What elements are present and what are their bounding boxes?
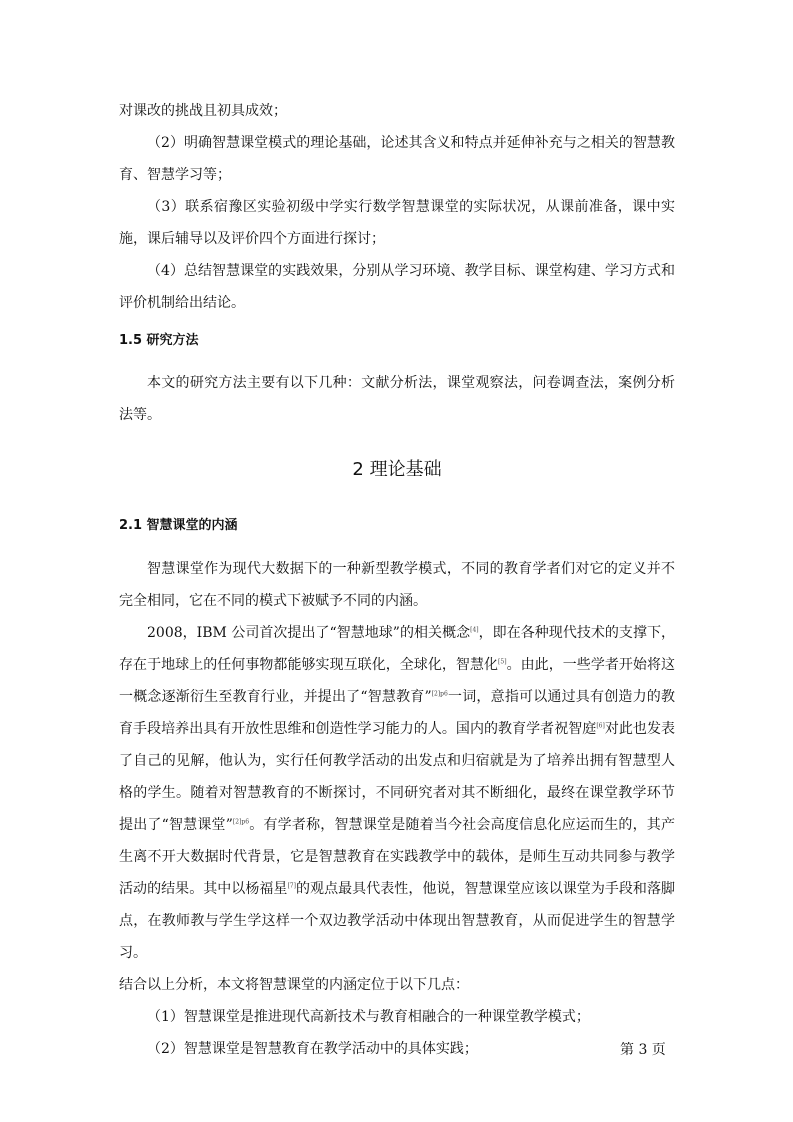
paragraph-continuation: 对课改的挑战且初具成效；: [119, 103, 287, 119]
section-2-1-body: [119, 553, 675, 1065]
text-block-top: [119, 95, 675, 319]
citation-ref: [7]: [287, 882, 296, 890]
page-number: 第 3 页: [620, 1042, 666, 1058]
chapter-heading-2: 2 理论基础: [352, 459, 442, 480]
citation-ref: [6]: [596, 722, 605, 730]
citation-ref: [4]: [470, 626, 479, 634]
list-item-2: （2）明确智慧课堂模式的理论基础，论述其含义和特点并延伸补充与之相关的智慧教育、智慧学习等；: [119, 135, 675, 183]
section-1-5-body: [119, 367, 675, 431]
research-methods-paragraph: 本文的研究方法主要有以下几种：文献分析法，课堂观察法，问卷调查法，案例分析法等。: [119, 375, 675, 423]
citation-ref: [5]: [498, 658, 507, 666]
paragraph-summary: 结合以上分析，本文将智慧课堂的内涵定位于以下几点：: [119, 977, 469, 993]
list-item-4: （4）总结智慧课堂的实践效果，分别从学习环境、教学目标、课堂构建、学习方式和评价机制给出结论。: [119, 263, 675, 311]
citation-ref: [2]p6: [232, 818, 250, 826]
section-1-5: [119, 325, 675, 357]
list-item-3: （3）联系宿豫区实验初级中学实行数学智慧课堂的实际状况，从课前准备，课中实施，课后辅导以及评价四个方面进行探讨；: [119, 199, 675, 247]
section-heading-1-5: 1.5 研究方法: [119, 333, 199, 348]
section-heading-2-1: 2.1 智慧课堂的内涵: [119, 518, 238, 533]
paragraph-history: 2008，IBM 公司首次提出了“智慧地球”的相关概念[4]，即在各种现代技术的支撑下，存在于地球上的任何事物都能够实现互联化，全球化，智慧化[5]。由此，一些学者开始将这一概念逐渐衍生至教育行业，并提出了“智慧教育”$^{[2]p6}$一词，意指可以通过具有创造力的教育手段培养出具有开放性思维和创造性学习能力的人。国内的教育学者祝智庭[6]对此也发表了自己的见解，他认为，实行任何教学活动的出发点和归宿就是为了培养出拥有智慧型人格的学生。随着对智慧教育的不断探讨，不同研究者对其不断细化，最终在课堂教学环节提出了“智慧课堂”$^{[2]p6}$。有学者称，智慧课堂是随着当今社会高度信息化应运而生的，其产生离不开大数据时代背景，它是智慧教育在实践教学中的载体，是师生互动共同参与教学活动的结果。其中以杨福星[7]的观点最具代表性，他说，智慧课堂应该以课堂为手段和落脚点，在教师教与学生学这样一个双边教学活动中体现出智慧教育，从而促进学生的智慧学习。: [119, 625, 676, 961]
paragraph-definition: 智慧课堂作为现代大数据下的一种新型教学模式，不同的教育学者们对它的定义并不完全相同，它在不同的模式下被赋予不同的内涵。: [119, 561, 675, 609]
chapter-2: [119, 454, 675, 486]
list-item-1: （1）智慧课堂是推进现代高新技术与教育相融合的一种课堂教学模式；: [147, 1009, 590, 1025]
section-2-1: [119, 510, 675, 542]
list-item-2: （2）智慧课堂是智慧教育在教学活动中的具体实践；: [147, 1041, 478, 1057]
citation-ref: [2]p6: [431, 690, 448, 698]
